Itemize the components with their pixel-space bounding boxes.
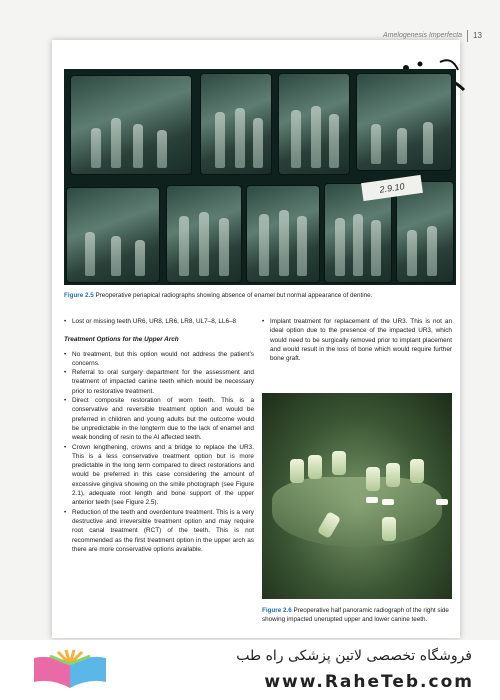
radiograph — [356, 73, 452, 171]
store-url: www.RaheTeb.com — [264, 672, 474, 692]
figure-number: Figure 2.5 — [64, 292, 94, 299]
list-item: • Referral to oral surgery department for the assessment and treatment of impacted canine teeth which would be necessary prior to restorative treatment. — [64, 368, 254, 396]
caption-text: Preoperative half panoramic radiograph of the right side showing impacted unerupted upper and lower canine teeth. — [262, 607, 449, 623]
open-book-icon — [30, 648, 110, 694]
list-item: • No treatment, but this option would not address the patient’s concerns. — [64, 350, 254, 369]
list-item: • Implant treatment for replacement of the UR3. This is not an ideal option due to the presence of the impacted UR3, which would need to be surgically removed prior to implant placement and would result in the loss of bone which would require further bone graft. — [262, 317, 452, 363]
figure-2-5-radiographs — [64, 69, 456, 285]
running-title: Amelogenesis Imperfecta — [383, 32, 462, 39]
radiograph — [166, 185, 242, 283]
radiograph — [70, 75, 192, 175]
radiograph — [278, 73, 350, 175]
radiograph — [246, 185, 320, 283]
figure-2-5-caption — [64, 292, 456, 299]
footer-banner — [0, 640, 500, 700]
section-heading: Treatment Options for the Upper Arch — [64, 336, 179, 344]
list-item: • Direct composite restoration of worn teeth. This is a conservative and reversible treatment option and would be preferred in children and young adults but the outcome would be unpredictable in the longterm due to the lack of enamel and weak bonding of resin to the AI affected teeth. — [64, 396, 254, 442]
figure-2-6-panoramic-radiograph — [262, 393, 452, 599]
caption-text: Preoperative periapical radiographs showing absence of enamel but normal appearance of dentine. — [95, 292, 373, 299]
page-number: 13 — [473, 31, 482, 40]
figure-number: Figure 2.6 — [262, 607, 292, 614]
list-item: • Crown lengthening, crowns and a bridge to replace the UR3. This is a less conservative treatment option but is more predictable in the long term compared to direct restorations and would be preferred in this case considering the amount of excessive gingiva showing on the smile photograph (see Figure 2.1), adequate root length and bone support of the upper anterior teeth (see Figure 2.5). — [64, 443, 254, 508]
radiograph — [200, 73, 272, 175]
film-date-label: 2.9.10 — [361, 175, 423, 201]
store-name: فروشگاه تخصصی لاتین پزشکی راه طب — [236, 648, 472, 664]
header-divider — [467, 30, 468, 42]
list-item: • Reduction of the teeth and overdenture treatment. This is a very destructive and irreversible treatment option and may require root canal treatment (RCT) of the teeth. This is not recommended as the first treatment option in the upper arch as there are more conservative options available. — [64, 508, 254, 554]
radiograph — [66, 187, 160, 283]
running-header — [372, 30, 482, 44]
figure-2-6-caption — [262, 607, 452, 624]
right-column — [262, 317, 452, 363]
list-item: • Lost or missing teeth UR6, UR8, LR6, LR8, UL7–8, LL6–8 — [64, 317, 254, 326]
radiograph — [396, 181, 454, 283]
left-column — [64, 317, 254, 554]
